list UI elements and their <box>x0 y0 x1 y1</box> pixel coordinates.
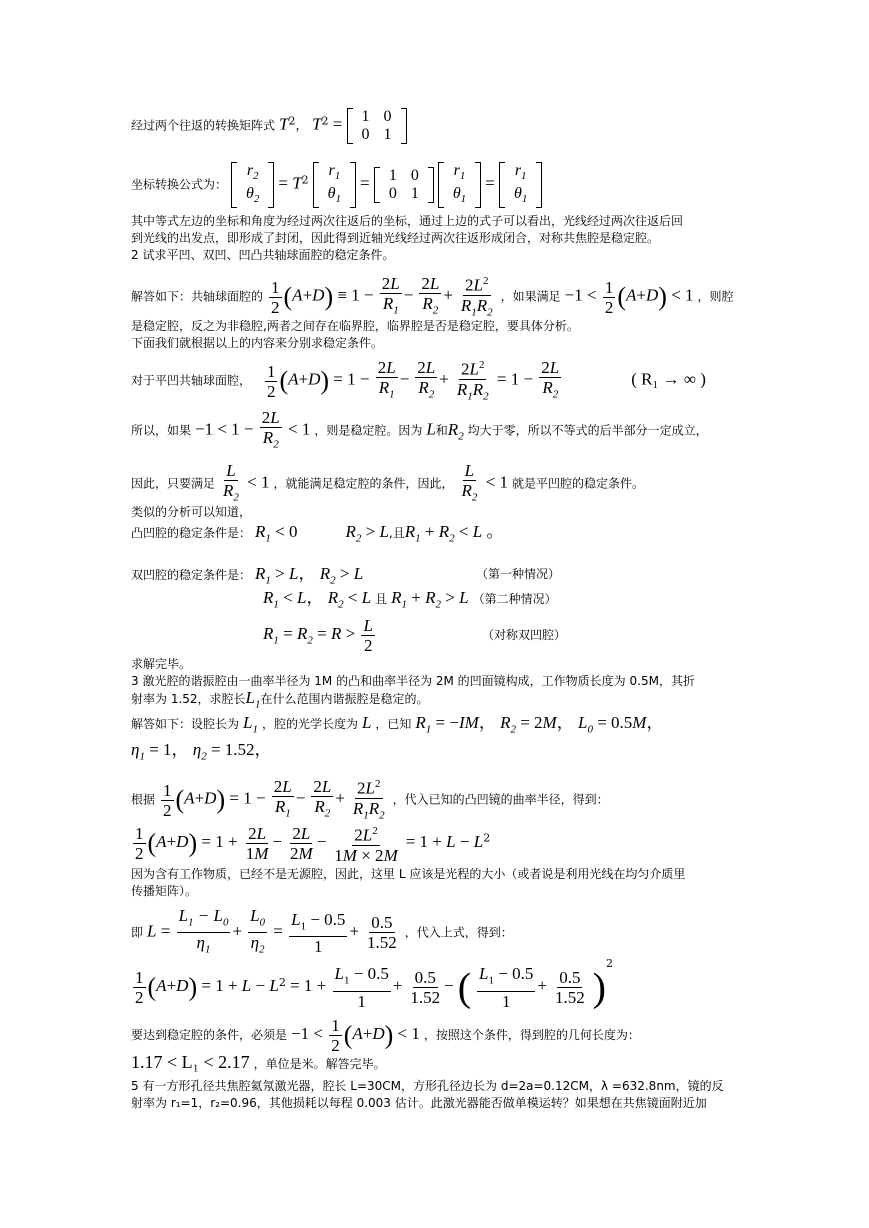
paragraph-line: 求解完毕。 <box>131 657 192 671</box>
paragraph-line: 下面我们就根据以上的内容来分别求稳定条件。 <box>131 336 384 350</box>
result-inequality: 1.17 < L₁ < 2.17 <box>131 1052 250 1072</box>
sub: 2 <box>253 193 260 206</box>
math-T: T <box>311 114 322 134</box>
case-label: （第一种情况） <box>476 567 561 581</box>
paragraph-line: 传播矩阵）。 <box>131 884 198 898</box>
paragraph-line: 类似的分析可以知道， <box>131 505 252 519</box>
convex-concave-line: 凸凹腔的稳定条件是： $R_1 < 0$ $R_2 > L$,且$R_1 + R_2 < L$ 。 <box>131 522 504 545</box>
answer-3-given: 解答如下：设腔长为 $L_1$ ，腔的光学长度为 L ，已知 $R_1 = -IM$， $R_2 = 2M$， $L_0 = 0.5M$， <box>131 713 664 736</box>
var: θ <box>246 185 254 203</box>
limit-condition: ( R₁ → ∞ ) <box>631 369 706 389</box>
text: ，代入已知的凸凹镜的曲率半径，得到： <box>392 792 609 807</box>
cell: 0 <box>410 167 419 185</box>
plano-concave-proof-line: 所以，如果 −1 < 1 − $\frac{2L}{R_2}$ < 1 ，则是稳定腔。因为 L和$R_2$ 均大于零，所以不等式的后半部分一定成立， <box>131 408 708 451</box>
transfer-matrix-line <box>131 108 407 144</box>
text: 在什么范围内谐振腔是稳定的。 <box>260 692 429 706</box>
text: 要达到稳定腔的条件，必须是 <box>131 1028 288 1042</box>
double-concave-case1: 双凹腔的稳定条件是： $R_1 > L$， $R_2 > L$ <box>131 564 364 587</box>
text: ， <box>295 117 308 133</box>
double-concave-case2: $R_1 < L$， $R_2 < L$ 且 $R_1 + R_2 > L$ （第二种情况） <box>263 588 557 611</box>
vector-1: $r_1$ $\theta_1$ <box>499 162 542 208</box>
stability-requirement-line: 要达到稳定腔的条件，必须是 −1 < $\frac{1}{2}$ (A+D) < 1 ，按照这个条件，得到腔的几何长度为： <box>131 1016 640 1055</box>
text: ，就能满足稳定腔的条件，因此， <box>273 476 454 491</box>
cell: 0 <box>383 108 392 125</box>
identity-matrix <box>374 167 434 203</box>
cell: 0 <box>388 185 397 203</box>
question-3-line: 3 激光腔的谐振腔由一曲率半径为 1M 的凸和曲率半径为 2M 的凹面镜构成，工作物质长度为 0.5M，其折 <box>131 674 695 688</box>
text: 双凹腔的稳定条件是： <box>131 568 252 582</box>
cell: 1 <box>410 185 419 203</box>
text: 和 <box>435 423 448 438</box>
text: 对于平凹共轴球面腔， <box>131 373 252 388</box>
text: 所以，如果 <box>131 423 192 438</box>
text: 均大于零，所以不等式的后半部分一定成立， <box>467 423 708 438</box>
text: 射率为 1.52，求腔长 <box>131 692 246 706</box>
text: 经过两个往返的转换矩阵式 <box>131 118 276 133</box>
text: ，如果满足 <box>500 289 561 304</box>
answer-3-formula: 根据 $\frac{1}{2}$ (A+D) = 1 − $\frac{2L}{R_1}$ − $\frac{2L}{R_2}$ + $\frac{2L^2}{R_1R_2}$ ，代入已知的凸凹镜的曲率半径，得到： <box>131 776 609 822</box>
var: r <box>328 162 335 179</box>
answer-3-eta: $\eta_1 = 1$， $\eta_2 = 1.52$， <box>131 740 272 763</box>
sub: 2 <box>253 170 259 183</box>
sup: 2 <box>288 114 296 128</box>
sup: 2 <box>321 114 329 128</box>
text: 且 <box>375 592 388 606</box>
paragraph-line: 是稳定腔，反之为非稳腔,两者之间存在临界腔，临界腔是否是稳定腔，要具体分析。 <box>131 319 579 333</box>
question-5-line: 5 有一方形孔径共焦腔氦氖激光器，腔长 L=30CM，方形孔径边长为 d=2a=0.12CM，λ =632.8nm，镜的反 <box>131 1079 724 1093</box>
coordinate-transform-line: 坐标转换公式为： $r_2$ $\theta_2$ = $T^2$ $r_1$ $\theta_1$ = 1 0 0 1 $r_1$ $\theta_1$ = $r_1$ $\theta_1$ <box>131 162 542 208</box>
text: 就是平凹腔的稳定条件。 <box>511 476 644 491</box>
text: 根据 <box>131 792 156 807</box>
sub: 1 <box>335 193 341 206</box>
case-label: （第二种情况） <box>472 592 557 606</box>
cell: 0 <box>361 126 370 143</box>
text: 解答如下：共轴球面腔的 <box>131 289 264 304</box>
vector-1: $r_1$ $\theta_1$ <box>438 162 481 208</box>
question-5-line: 射率为 r₁=1，r₂=0.96，其他损耗以每程 0.003 估计。此激光器能否做单模运转？如果想在共焦镜面附近加 <box>131 1096 707 1110</box>
text: 坐标转换公式为： <box>131 177 228 192</box>
paragraph-line: 其中等式左边的坐标和角度为经过两次往返后的坐标，通过上边的式子可以看出，光线经过两次往返后回 <box>131 214 684 228</box>
text: 解答如下：设腔长为 <box>131 717 240 731</box>
sub: 1 <box>334 170 341 183</box>
cell: 1 <box>361 108 370 125</box>
question-2: 2 试求平凹、双凹、凹凸共轴球面腔的稳定条件。 <box>131 248 395 262</box>
vector-1 <box>313 162 356 208</box>
double-concave-case3: $R_1 = R_2 = R$ > $\frac{L}{2}$ <box>263 616 373 655</box>
case-label: （对称双凹腔） <box>482 628 567 642</box>
cell: 1 <box>388 167 397 185</box>
cell: 1 <box>383 126 392 143</box>
identity-matrix <box>347 108 407 144</box>
plano-concave-conclusion-line: 因此，只要满足 $\frac{L}{R_2}$ < 1 ，就能满足稳定腔的条件，因此， $\frac{L}{R_2}$ < 1 就是平凹腔的稳定条件。 <box>131 461 644 504</box>
result-line <box>131 1054 386 1072</box>
question-3-line: 射率为 1.52，求腔长$L_1$在什么范围内谐振腔是稳定的。 <box>131 688 429 711</box>
paragraph-line: 到光线的出发点，即形成了封闭，因此得到近轴光线经过两次往返形成闭合，对称共焦腔是稳定腔。 <box>131 231 660 245</box>
var: θ <box>327 185 336 203</box>
paragraph-line: 因为含有工作物质，已经不是无源腔，因此，这里 L 应该是光程的大小（或者说是利用光线在均匀介质里 <box>131 867 686 881</box>
text: 凸凹腔的稳定条件是： <box>131 526 252 540</box>
vector-2 <box>231 162 274 208</box>
var: r <box>246 162 254 179</box>
optical-length-line: 即 L = $\frac{L_1 - L_0}{\eta_1}$ + $\frac{L_0}{\eta_2}$ = $\frac{L_1 - 0.5}{1}$ + $\frac{0.5}{1.52}$ ，代入上式，得到： <box>131 906 513 957</box>
text: 因此，只要满足 <box>131 476 216 491</box>
answer-3-final-formula: $\frac{1}{2}$ $(A+D) = 1 + L - L^2 = 1$ + $\frac{L_1 - 0.5}{1}$ + $\frac{0.5}{1.52}$ − ( $\frac{L_1 - 0.5}{1}$ + $\frac{0.5}{1.52}$ )$^2$ <box>135 957 613 1011</box>
text: ，代入上式，得到： <box>404 925 513 940</box>
answer-3-substituted: $\frac{1}{2}$ (A+D) = 1 + $\frac{2L}{1M}$ − $\frac{2L}{2M}$ − $\frac{2L^2}{1M \times 2M}$ = $1 + L - L^2$ <box>135 823 491 865</box>
plano-concave-line: 对于平凹共轴球面腔， $\frac{1}{2}$ (A+D) = 1 − $\frac{2L}{R_1}$ − $\frac{2L}{R_2}$ + $\frac{2L^2}{R_1R_2}$ = 1 − $\frac{2L}{R_2}$ ( R₁ → ∞ ) <box>131 357 706 403</box>
text: ，则腔 <box>697 289 734 304</box>
text: 即 <box>131 925 144 940</box>
text: ,且 <box>388 526 405 540</box>
text: ，则是稳定腔。因为 <box>314 423 423 438</box>
math-T: T <box>279 114 289 134</box>
stability-condition-line: 解答如下：共轴球面腔的 $\frac{1}{2}$ (A+D) ≡ 1 − $\frac{2L}{R_1}$ − $\frac{2L}{R_2}$ + $\frac{2L^2}{R_1R_2}$ ，如果满足 −1 < $\frac{1}{2}$ (A+D) < 1 ，则腔 <box>131 273 734 319</box>
eq: = <box>328 114 347 134</box>
text: ，单位是米。解答完毕。 <box>253 1057 386 1071</box>
text: ，已知 <box>375 717 412 731</box>
text: ，腔的光学长度为 <box>261 717 358 731</box>
text: ，按照这个条件，得到腔的几何长度为： <box>423 1028 640 1042</box>
